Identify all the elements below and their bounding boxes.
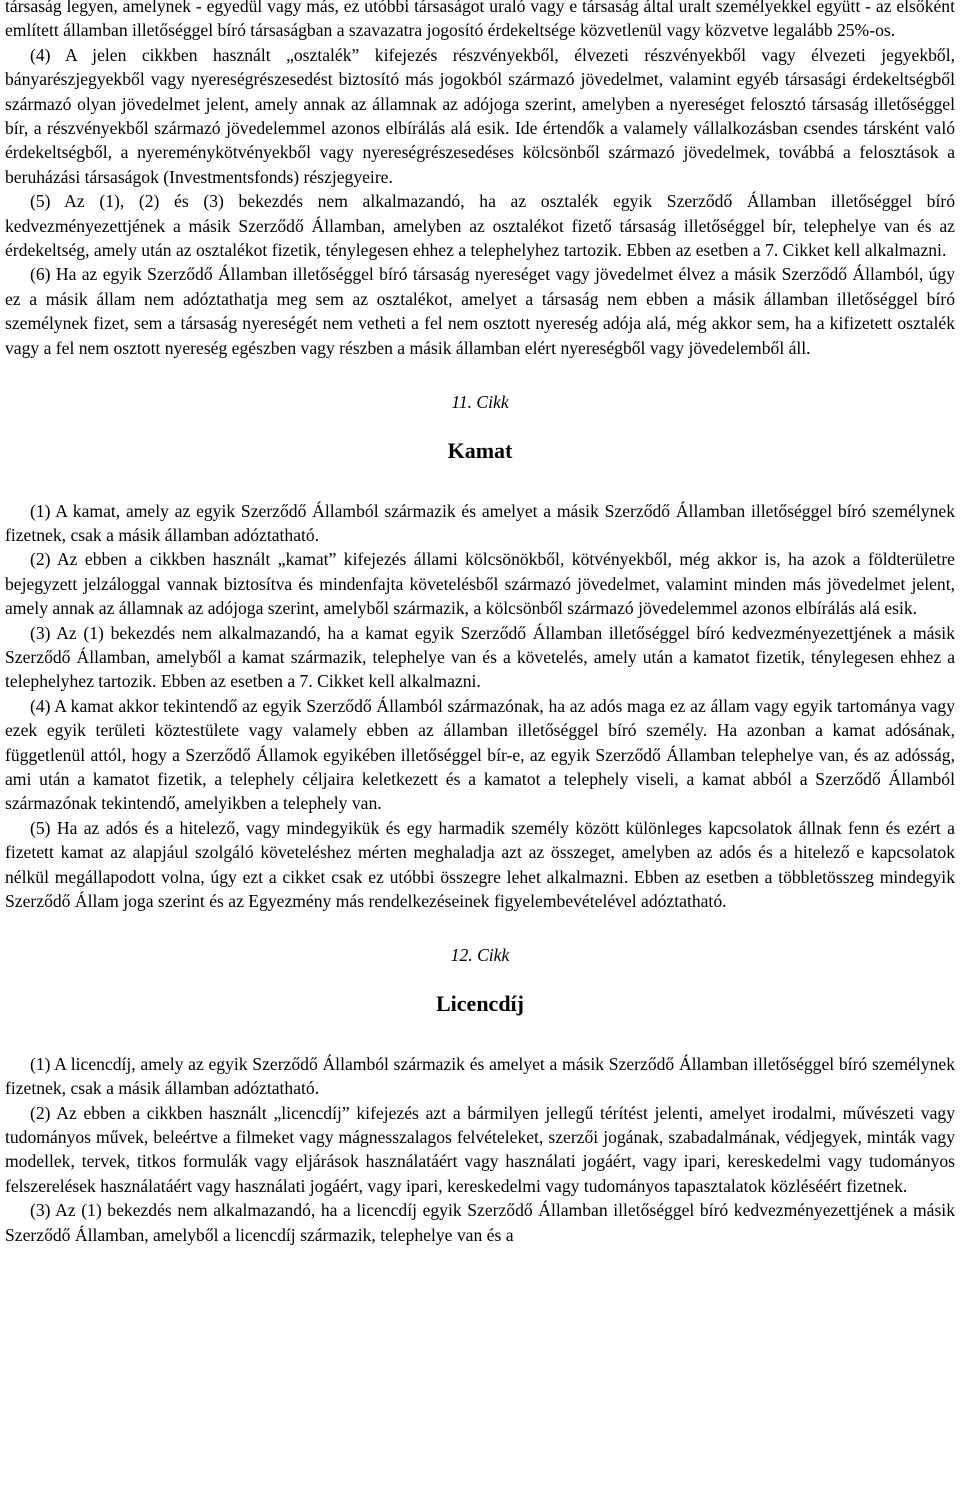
paragraph-dividend-5: (5) Az (1), (2) és (3) bekezdés nem alkalmazandó, ha az osztalék egyik Szerződő Államban illetőséggel bíró kedvezményezettjének a másik Szerződő Államban, amelyben az osztalékot fizető társaság illetőséggel bír, telephelye van és az érdekeltség, amely után az osztalékot fizetik, ténylegesen ehhez a telephelyhez tartozik. Ebben az esetben a 7. Cikket kell alkalmazni. — [5, 191, 955, 261]
article-12-number: 12. Cikk — [450, 945, 510, 966]
paragraph-interest-2: (2) Az ebben a cikkben használt „kamat” kifejezés állami kölcsönökből, kötvényekből, még akkor is, ha azok a földterületre bejegyzett jelzáloggal vannak biztosítva és mindenfajta követelésből származó jövedelmet, valamint minden más jövedelmet jelent, amely annak az államnak az adójoga szerint, amelyből származik, a kölcsönből származó jövedelemmel azonos elbírálás alá esik. — [5, 549, 955, 619]
paragraph-royalty-2: (2) Az ebben a cikkben használt „licencdíj” kifejezés azt a bármilyen jellegű térítést jelenti, amelyet irodalmi, művészeti vagy tudományos művek, beleértve a filmeket vagy mágnesszalagos felvételeket, szerzői jogának, szabadalmának, védjegyek, minták vagy modellek, tervek, titkos formulák vagy eljárások használatáért vagy használati jogáért, vagy ipari, kereskedelmi vagy tudományos felszerelések használatáért vagy használati jogáért, vagy ipari, kereskedelmi vagy tudományos tapasztalatok közléséért fizetnek. — [5, 1102, 955, 1196]
paragraph-interest-5: (5) Ha az adós és a hitelező, vagy mindegyikük és egy harmadik személy között különleges kapcsolatok állnak fenn és ezért a fizetett kamat az alapjául szolgáló követeléshez mérten meghaladja azt az összeget, amelyben az adós és a hitelező e kapcsolatok nélkül megállapodott volna, úgy ezt a cikket csak ez utóbbi összegre lehet alkalmazni. Ebben az esetben a többletösszeg mindegyik Szerződő Állam joga szerint és az Egyezmény más rendelkezéseinek figyelembevételével adóztatható. — [5, 817, 955, 911]
article-11-title: Kamat — [447, 437, 513, 463]
paragraph-continuation: társaság legyen, amelynek - egyedül vagy más, ez utóbbi társaságot uraló vagy e társaság által uralt személyekkel együtt - az elsőként említett államban illetőséggel bíró társaságban a szavazatra jogosító érdekeltsége közvetlenül vagy közvetve legalább 25%-os. — [5, 0, 955, 41]
paragraph-dividend-4: (4) A jelen cikkben használt „osztalék” kifejezés részvényekből, élvezeti részvényekből vagy élvezeti jegyekből, bányarészjegyekből vagy nyereségrészesedést biztosító más jogokból származó jövedelmet, valamint egyéb társasági érdekeltségből származó olyan jövedelmet jelent, amely annak az államnak az adójoga szerint, amelyben a nyereséget felosztó társaság illetőséggel bír, a részvényekből származó jövedelemmel azonos elbírálás alá esik. Ide értendők a valamely vállalkozásban csendes társként való érdekeltségből, a nyereménykötvényekből vagy nyereségrészesedéses kölcsönből származó jövedelmek, továbbá a felosztások a beruházási társaságok (Investmentsfonds) részjegyeire. — [5, 44, 955, 187]
article-12-title: Licencdíj — [436, 990, 524, 1016]
paragraph-royalty-1: (1) A licencdíj, amely az egyik Szerződő Államból származik és amelyet a másik Szerződő Államban illetőséggel bíró személynek fizetnek, csak a másik államban adóztatható. — [5, 1053, 955, 1099]
paragraph-interest-1: (1) A kamat, amely az egyik Szerződő Államból származik és amelyet a másik Szerződő Államban illetőséggel bíró személynek fizetnek, csak a másik államban adóztatható. — [5, 500, 955, 545]
paragraph-interest-3: (3) Az (1) bekezdés nem alkalmazandó, ha a kamat egyik Szerződő Államban illetőséggel bíró kedvezményezettjének a másik Szerződő Államban, amelyből a kamat származik, telephelye van és a követelés, amely után a kamatot fizetik, ténylegesen ehhez a telephelyhez tartozik. Ebben az esetben a 7. Cikket kell alkalmazni. — [5, 622, 955, 692]
article-11-number: 11. Cikk — [451, 392, 509, 413]
paragraph-interest-4: (4) A kamat akkor tekintendő az egyik Szerződő Államból származónak, ha az adós maga ez az állam vagy egyik tartománya vagy ezek egyik területi köztestülete vagy valamely ebben az államban illetőséggel bíró személy. Ha azonban a kamat adósának, függetlenül attól, hogy a Szerződő Államok egyikében illetőséggel bír-e, az egyik Szerződő Államban telephelye van, és az adósság, ami után a kamatot fizetik, a telephely céljaira keletkezett és a kamatot a telephely viseli, a kamat abból a Szerződő Államból származónak tekintendő, amelyikben a telephely van. — [5, 695, 955, 814]
paragraph-dividend-6: (6) Ha az egyik Szerződő Államban illetőséggel bíró társaság nyereséget vagy jövedelmet élvez a másik Szerződő Államból, úgy ez a másik állam nem adóztathatja meg sem az osztalékot, amelyet a társaság nem ebben a másik államban illetőséggel bíró személynek fizet, sem a társaság nyereségét nem vetheti a fel nem osztott nyereség adója alá, még akkor sem, ha a kifizetett osztalék vagy a fel nem osztott nyereség egészben vagy részben a másik államban elért nyereségből vagy jövedelemből áll. — [5, 264, 955, 358]
paragraph-royalty-3: (3) Az (1) bekezdés nem alkalmazandó, ha a licencdíj egyik Szerződő Államban illetőséggel bíró kedvezményezettjének a másik Szerződő Államban, amelyből a licencdíj származik, telephelye van és a — [5, 1200, 955, 1245]
document-page — [5, 0, 955, 1247]
